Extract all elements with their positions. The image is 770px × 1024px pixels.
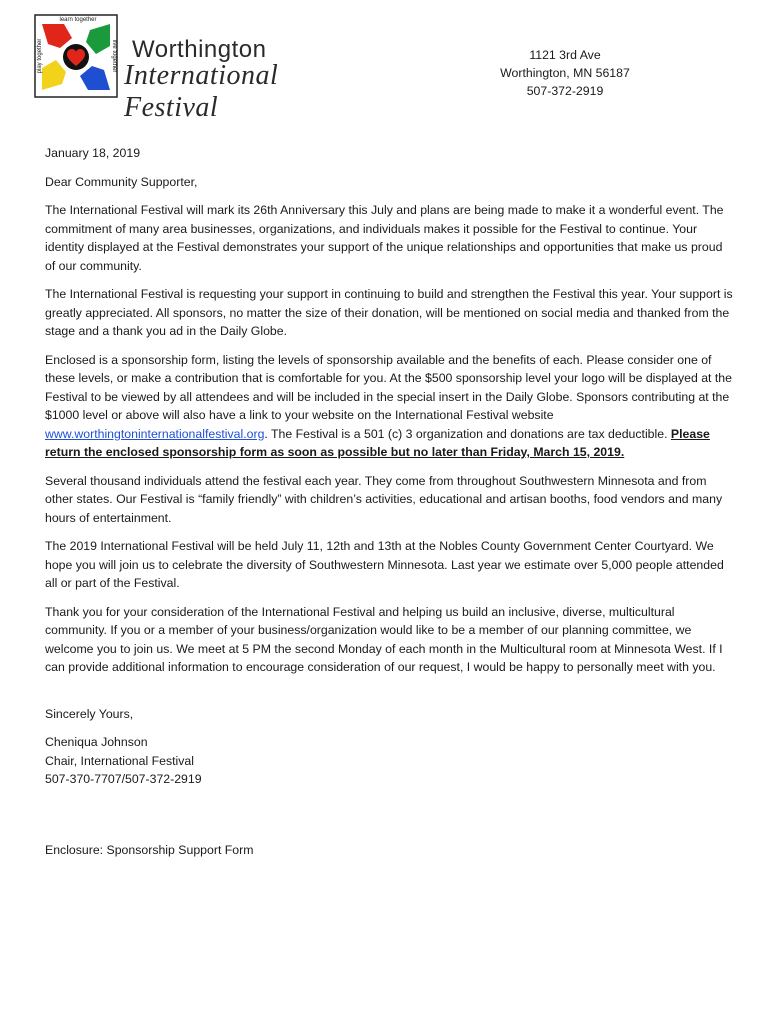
logo-tagline-right: live together	[111, 39, 117, 73]
blue-hand-shape	[80, 66, 110, 90]
sponsorship-text-start: Enclosed is a sponsorship form, listing the levels of sponsorship available and the benefits of each. Please consider one of these levels, or make a contribution that is comfortable for you. At the $500 sponsorship level your logo will be displayed at the Festival to be viewed by all attendees and will be included in the special insert in the Daily Globe. Sponsors contributing at the $1000 level or above will also have a link to your website on the International Festival website	[45, 352, 732, 422]
sender-address	[460, 46, 670, 100]
return-deadline-notice: Please return the enclosed sponsorship form as soon as possible but no later than Friday, March 15, 2019.	[45, 426, 710, 459]
paragraph-event-dates: The 2019 International Festival will be held July 11, 12th and 13th at the Nobles County Government Center Courtyard. We hope you will join us to celebrate the diversity of Southwestern Minnesota. Last year we estimate over 5,000 people attended all or part of the Festival.	[45, 539, 724, 590]
logo-tagline-left: play together	[37, 38, 43, 74]
logo-hands-heart-icon	[34, 14, 118, 98]
address-street: 1121 3rd Ave	[529, 48, 601, 62]
red-hand-shape	[42, 24, 72, 48]
enclosure-note: Enclosure: Sponsorship Support Form	[45, 842, 254, 857]
festival-logo	[34, 14, 364, 123]
paragraph-sponsorship	[45, 351, 735, 462]
paragraph-thank-you: Thank you for your consideration of the International Festival and helping us build an inclusive, diverse, multicultural community. If you or a member of your business/organization would like to be a member of our planning committee, we welcome you to join us. We meet at 5 PM the second Monday of each month in the Multicultural room at Minnesota West. If I can provide additional information to encourage consideration of our request, I would be happy to personally meet with you.	[45, 604, 723, 674]
address-city: Worthington, MN 56187	[500, 66, 630, 80]
letter-date: January 18, 2019	[45, 146, 141, 160]
letter-salutation: Dear Community Supporter,	[45, 174, 198, 189]
sponsorship-text-mid: . The Festival is a 501 (c) 3 organization and donations are tax deductible.	[264, 426, 671, 441]
yellow-hand-shape	[42, 60, 66, 90]
logo-word-worthington: Worthington	[132, 36, 267, 63]
paragraph-anniversary: The International Festival will mark its 26th Anniversary this July and plans are being made to make it a wonderful event. The commitment of many area businesses, organizations, and individuals makes it possible for the Festival to continue. Your identity displayed at the Festival demonstrates your support of the unique relationships and opportunities that make us proud of our community.	[45, 203, 724, 273]
paragraph-attendance: Several thousand individuals attend the festival each year. They come from throughout Southwestern Minnesota and from other states. Our Festival is “family friendly” with children’s activities, educational and artisan booths, food vendors and many hours of entertainment.	[45, 473, 723, 525]
letter-closing: Sincerely Yours,	[45, 706, 134, 721]
signer-title: Chair, International Festival	[45, 753, 195, 768]
address-phone: 507-372-2919	[526, 84, 604, 98]
signer-phone: 507-370-7707/507-372-2919	[45, 772, 202, 786]
signature-block	[45, 705, 735, 789]
paragraph-request: The International Festival is requesting your support in continuing to build and strengthen the Festival this year. Your support is greatly appreciated. All sponsors, no matter the size of their donation, will be mentioned on social media and thanked from the stage and a thank you ad in the Daily Globe.	[45, 287, 733, 338]
signer-name: Cheniqua Johnson	[45, 735, 148, 749]
logo-word-international-festival: International Festival	[124, 60, 279, 123]
festival-website-link[interactable]: www.worthingtoninternationalfestival.org	[45, 426, 265, 441]
green-hand-shape	[86, 24, 110, 54]
letter-body	[45, 144, 735, 859]
logo-tagline-top: learn together	[59, 17, 97, 23]
